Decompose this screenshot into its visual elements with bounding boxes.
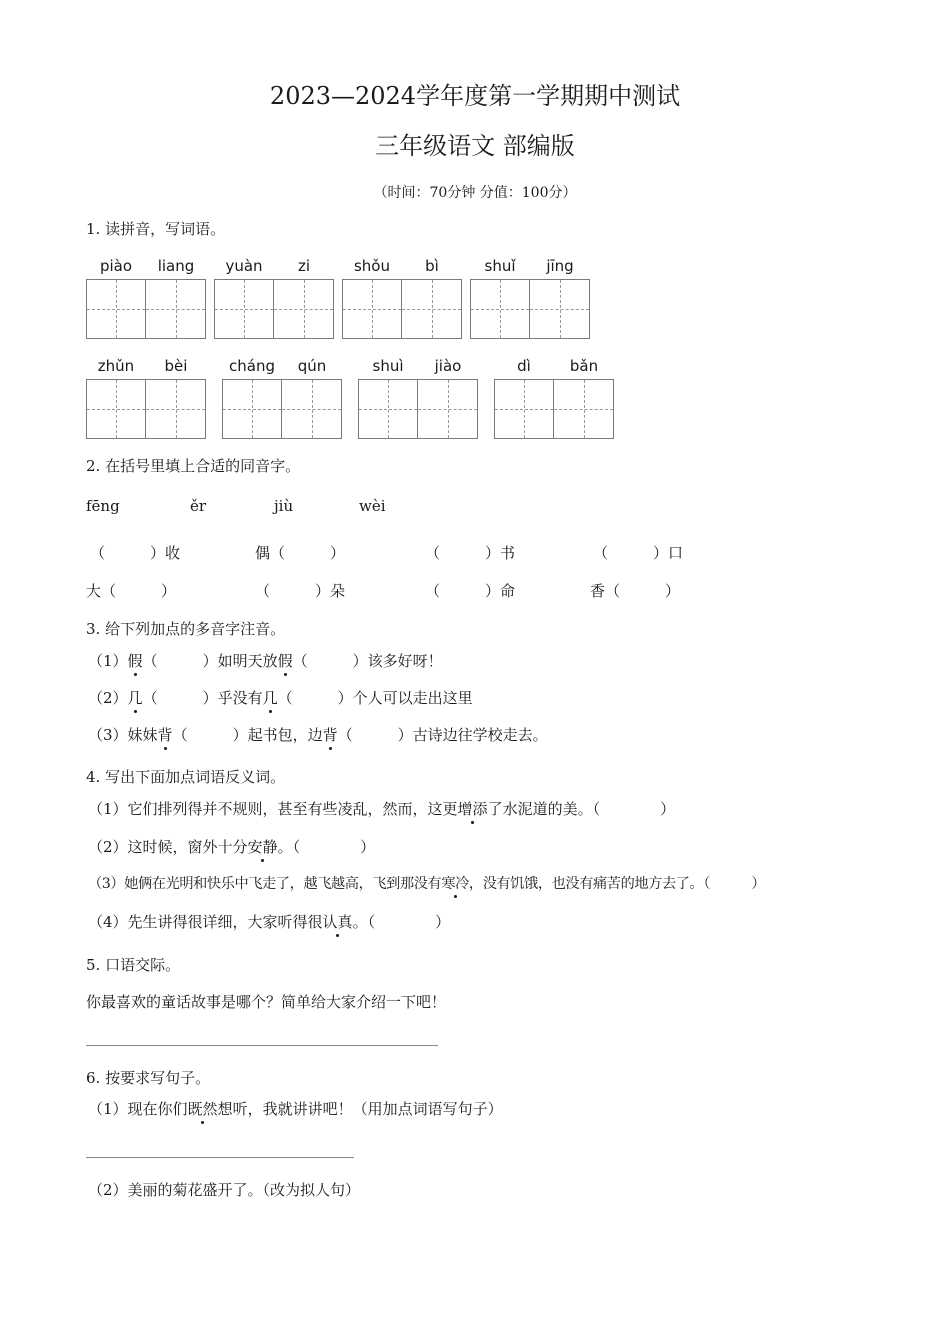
dotted-char: 假	[277, 652, 293, 670]
writing-cell[interactable]	[86, 379, 146, 439]
q5-heading: 5. 口语交际。	[86, 956, 181, 974]
pinyin-label: dì	[517, 357, 531, 375]
item-text: （2）这时候，窗外十分	[88, 838, 248, 856]
q4-item	[88, 873, 765, 893]
item-text: 。（ ）	[352, 913, 451, 931]
item-text: （4）先生讲得很详细，大家听得很	[88, 913, 323, 931]
item-text: ，没有饥饿，也没有痛苦的地方去了。（ ）	[468, 876, 766, 892]
writing-cell[interactable]	[214, 279, 274, 339]
fill-blank[interactable]: （ ）口	[593, 544, 684, 562]
pinyin-label: bèi	[164, 357, 188, 375]
item-text: （ ）该多好呀！	[292, 652, 443, 670]
q3-item	[88, 724, 548, 745]
q3-item	[88, 687, 473, 708]
item-text: （3）她俩在光明和快乐中飞走了，越飞越高，飞到那没有	[88, 876, 442, 892]
writing-cell[interactable]	[494, 379, 554, 439]
pinyin-group	[222, 357, 342, 441]
page-subtitle: 三年级语文 部编版	[375, 132, 575, 160]
pinyin-label: zhǔn	[97, 357, 135, 375]
pinyin-label: shuǐ	[484, 257, 516, 275]
item-text: （1）它们排列得并不规则，甚至有些凌乱，然而，这更	[88, 800, 458, 818]
pinyin-label: qún	[297, 357, 327, 375]
pinyin-label: shuì	[372, 357, 404, 375]
q4-item	[88, 798, 675, 819]
pinyin-group	[342, 257, 462, 341]
dotted-word: 认真	[322, 913, 353, 931]
dotted-char: 背	[157, 726, 173, 744]
dotted-char: 背	[322, 726, 338, 744]
item-number: （1）	[88, 652, 128, 670]
writing-cell[interactable]	[342, 279, 402, 339]
writing-cell[interactable]	[470, 279, 530, 339]
pinyin-group	[358, 357, 478, 441]
item-text: （ ）乎没有	[142, 689, 263, 707]
fill-blank[interactable]: 大（ ）	[86, 582, 177, 600]
pinyin-label: bǎn	[569, 357, 599, 375]
dotted-word: 既然	[187, 1100, 218, 1118]
dotted-char: 几	[262, 689, 278, 707]
pinyin-label: cháng	[229, 357, 275, 375]
pinyin-label: yuàn	[225, 257, 263, 275]
writing-cell[interactable]	[402, 279, 462, 339]
fill-blank[interactable]: （ ）收	[90, 544, 181, 562]
item-text: 了水泥道的美。（ ）	[487, 800, 676, 818]
page-title: 2023—2024学年度第一学期期中测试	[269, 82, 681, 110]
item-text: （ ）如明天放	[142, 652, 278, 670]
item-number: （3）妹妹	[88, 726, 158, 744]
writing-cell[interactable]	[530, 279, 590, 339]
item-text: 想听，我就讲讲吧！（用加点词语写句子）	[217, 1100, 503, 1118]
dotted-word: 增添	[457, 800, 488, 818]
q6-heading: 6. 按要求写句子。	[86, 1069, 211, 1087]
answer-line[interactable]	[86, 1045, 438, 1046]
writing-cell[interactable]	[274, 279, 334, 339]
writing-cell[interactable]	[554, 379, 614, 439]
item-text: 。（ ）	[277, 838, 376, 856]
writing-cell[interactable]	[358, 379, 418, 439]
writing-cell[interactable]	[146, 279, 206, 339]
fill-blank[interactable]: （ ）命	[425, 582, 516, 600]
writing-cell[interactable]	[418, 379, 478, 439]
q4-heading: 4. 写出下面加点词语反义词。	[86, 768, 286, 786]
pinyin-group	[86, 257, 206, 341]
item-number: （2）	[88, 689, 128, 707]
q3-item	[88, 650, 443, 671]
pinyin-label: bì	[425, 257, 439, 275]
exam-meta: （时间：70分钟 分值：100分）	[373, 185, 577, 201]
item-text: （ ）古诗边往学校走去。	[337, 726, 548, 744]
q2-heading: 2. 在括号里填上合适的同音字。	[86, 457, 301, 475]
fill-blank[interactable]: 偶（ ）	[255, 544, 346, 562]
fill-blank[interactable]: （ ）书	[425, 544, 516, 562]
q2-pinyin: ěr	[190, 497, 207, 515]
writing-cell[interactable]	[222, 379, 282, 439]
writing-cell[interactable]	[282, 379, 342, 439]
q1-heading: 1. 读拼音，写词语。	[86, 220, 226, 238]
dotted-char: 假	[127, 652, 143, 670]
pinyin-group	[86, 357, 206, 441]
q6-item: （2）美丽的菊花盛开了。（改为拟人句）	[88, 1181, 361, 1199]
q2-pinyin: wèi	[359, 497, 386, 515]
fill-blank[interactable]: 香（ ）	[590, 582, 681, 600]
q2-pinyin: fēng	[86, 497, 120, 515]
q2-pinyin: jiù	[274, 497, 294, 515]
item-text: （1）现在你们	[88, 1100, 188, 1118]
q3-heading: 3. 给下列加点的多音字注音。	[86, 620, 286, 638]
fill-blank[interactable]: （ ）朵	[255, 582, 346, 600]
dotted-word: 安静	[247, 838, 278, 856]
dotted-char: 几	[127, 689, 143, 707]
pinyin-label: shǒu	[353, 257, 390, 275]
pinyin-label: liang	[157, 257, 195, 275]
pinyin-label: jīng	[546, 257, 574, 275]
dotted-word: 寒冷	[441, 873, 469, 893]
q4-item	[88, 911, 450, 932]
pinyin-label: zi	[297, 257, 311, 275]
pinyin-label: jiào	[434, 357, 462, 375]
item-text: （ ）起书包，边	[172, 726, 323, 744]
pinyin-label: piào	[99, 257, 133, 275]
q6-item	[88, 1098, 503, 1119]
writing-cell[interactable]	[86, 279, 146, 339]
answer-line[interactable]	[86, 1157, 354, 1158]
writing-cell[interactable]	[146, 379, 206, 439]
item-text: （ ）个人可以走出这里	[277, 689, 473, 707]
q4-item	[88, 836, 375, 857]
q5-prompt: 你最喜欢的童话故事是哪个？简单给大家介绍一下吧！	[86, 993, 447, 1011]
pinyin-group	[214, 257, 334, 341]
pinyin-group	[494, 357, 614, 441]
pinyin-group	[470, 257, 590, 341]
